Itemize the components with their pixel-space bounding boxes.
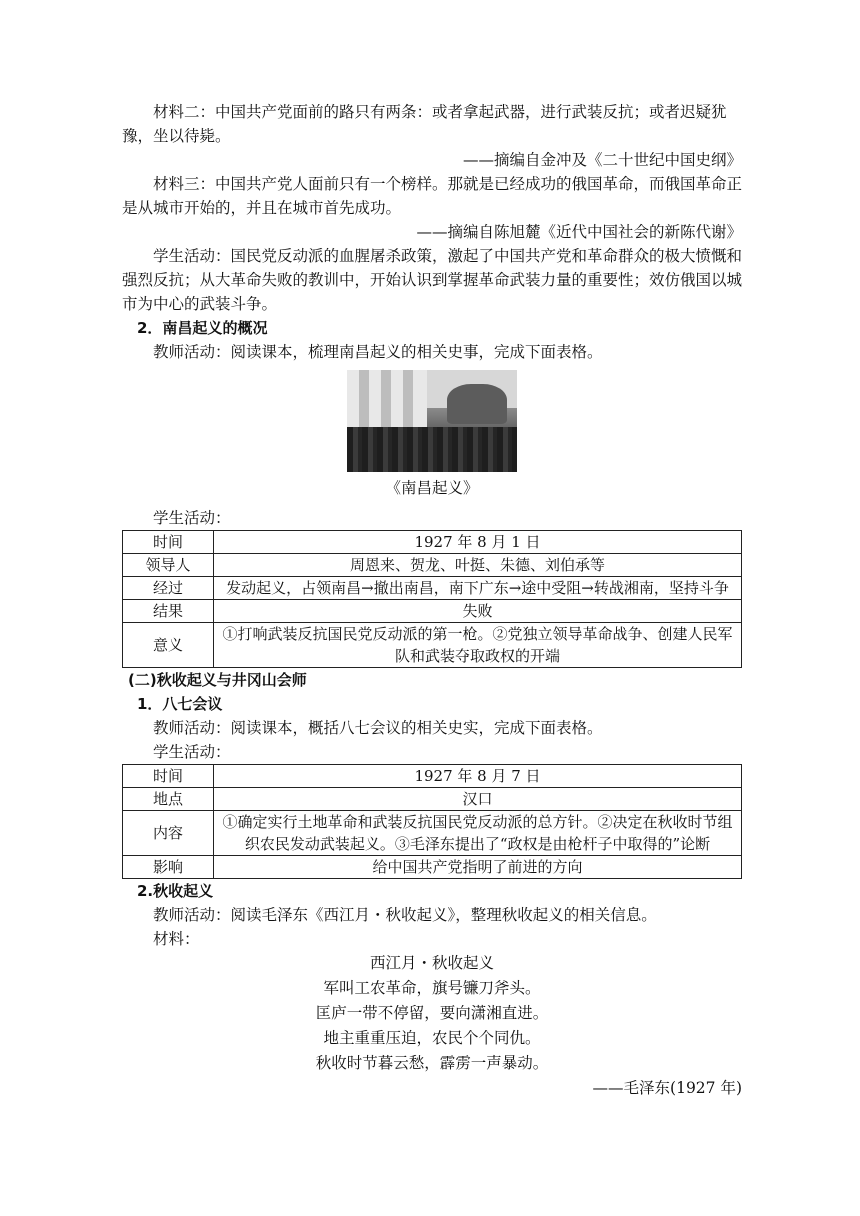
table-key: 结果 (123, 600, 214, 623)
material2-text: 材料二：中国共产党面前的路只有两条：或者拿起武器，进行武装反抗；或者迟疑犹豫，坐以待毙。 (122, 103, 727, 145)
table-key: 时间 (123, 531, 214, 554)
table-row (123, 623, 742, 668)
student-activity-paragraph: 学生活动：国民党反动派的血腥屠杀政策，激起了中国共产党和革命群众的极大愤慨和强烈反抗；从大革命失败的教训中，开始认识到掌握革命武装力量的重要性；效仿俄国以城市为中心的武装斗争。 (122, 247, 743, 313)
table-key: 时间 (123, 765, 214, 788)
part-heading-autumn-harvest: (二)秋收起义与井冈山会师 (128, 671, 307, 689)
table-row (123, 577, 742, 600)
table-row (123, 811, 742, 856)
table-row (123, 765, 742, 788)
poem-title: 西江月・秋收起义 (369, 954, 494, 972)
poem-line: 地主重重压迫，农民个个同仇。 (323, 1029, 541, 1047)
document-page (122, 100, 742, 1100)
table-value: ①打响武装反抗国民党反动派的第一枪。②党独立领导革命战争、创建人民军队和武装夺取政权的开端 (214, 623, 742, 668)
poem (122, 951, 742, 1076)
section-heading-autumn-uprising: 2.秋收起义 (137, 882, 214, 900)
table-key: 影响 (123, 856, 214, 879)
teacher-activity-poem: 教师活动：阅读毛泽东《西江月・秋收起义》，整理秋收起义的相关信息。 (153, 906, 657, 924)
table-value: 失败 (214, 600, 742, 623)
table-key: 经过 (123, 577, 214, 600)
table-value: 给中国共产党指明了前进的方向 (214, 856, 742, 879)
table-row (123, 554, 742, 577)
table-row (123, 788, 742, 811)
poem-author: ——毛泽东(1927 年) (592, 1079, 742, 1097)
nanchang-uprising-painting (347, 370, 517, 472)
material2-source: ——摘编自金冲及《二十世纪中国史纲》 (462, 151, 742, 169)
section-heading-august7: 1．八七会议 (137, 695, 223, 713)
material3-text: 材料三：中国共产党人面前只有一个榜样。那就是已经成功的俄国革命，而俄国革命正是从城市开始的，并且在城市首先成功。 (122, 175, 743, 217)
table-key: 意义 (123, 623, 214, 668)
table-value: 1927 年 8 月 7 日 (214, 765, 742, 788)
table-key: 领导人 (123, 554, 214, 577)
poem-line: 秋收时节暮云愁，霹雳一声暴动。 (315, 1054, 549, 1072)
table-key: 内容 (123, 811, 214, 856)
material-label: 材料： (153, 930, 200, 948)
teacher-activity-nanchang: 教师活动：阅读课本，梳理南昌起义的相关史事，完成下面表格。 (153, 343, 603, 361)
table-value: 周恩来、贺龙、叶挺、朱德、刘伯承等 (214, 554, 742, 577)
student-activity-label-2: 学生活动： (153, 743, 231, 761)
nanchang-table (122, 530, 742, 668)
poem-line: 匡庐一带不停留，要向潇湘直进。 (315, 1004, 549, 1022)
table-value: 1927 年 8 月 1 日 (214, 531, 742, 554)
table-value: 发动起义，占领南昌→撤出南昌，南下广东→途中受阻→转战湘南，坚持斗争 (214, 577, 742, 600)
figure-caption: 《南昌起义》 (385, 479, 479, 497)
student-activity-label: 学生活动： (153, 509, 231, 527)
table-value: ①确定实行土地革命和武装反抗国民党反动派的总方针。②决定在秋收时节组织农民发动武装起义。③毛泽东提出了“政权是由枪杆子中取得的”论断 (214, 811, 742, 856)
august7-table (122, 764, 742, 879)
figure (122, 370, 742, 472)
table-row (123, 856, 742, 879)
table-row (123, 531, 742, 554)
poem-line: 军叫工农革命，旗号镰刀斧头。 (323, 979, 541, 997)
table-value: 汉口 (214, 788, 742, 811)
table-row (123, 600, 742, 623)
teacher-activity-august7: 教师活动：阅读课本，概括八七会议的相关史实，完成下面表格。 (153, 719, 603, 737)
material3-source: ——摘编自陈旭麓《近代中国社会的新陈代谢》 (416, 223, 742, 241)
section-heading-nanchang: 2．南昌起义的概况 (137, 319, 268, 337)
table-key: 地点 (123, 788, 214, 811)
